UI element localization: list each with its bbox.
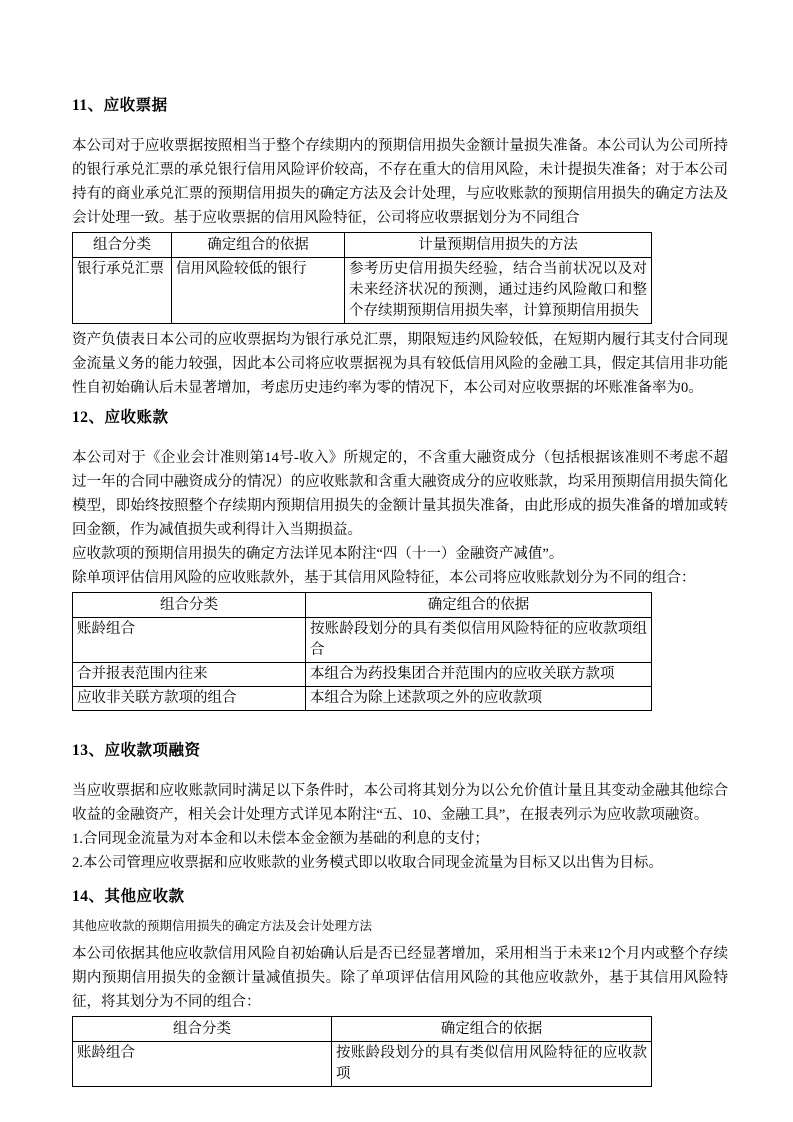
section-13-heading: 13、应收款项融资 [72,742,201,759]
section-14-heading: 14、其他应收款 [72,888,185,905]
table-cell: 信用风险较低的银行 [172,258,345,324]
table-header-cell: 组合分类 [73,233,172,258]
accounts-receivable-portfolio-table [72,592,652,711]
table-header-cell: 计量预期信用损失的方法 [345,233,652,258]
other-receivables-portfolio-table [72,1016,652,1087]
section-11-paragraph: 资产负债表日本公司的应收票据均为银行承兑汇票，期限短违约风险较低，在短期内履行其支付合同现金流量义务的能力较强，因此本公司将应收票据视为具有较低信用风险的金融工具，假定其信用非功能性自初始确认后未显著增加，考虑历史违约率为零的情况下，本公司对应收票据的坏账准备率为0。 [72,332,728,396]
table-cell: 合并报表范围内往来 [73,663,306,687]
table-cell: 银行承兑汇票 [73,258,172,324]
table-header-row [73,233,652,258]
table-cell: 按账龄段划分的具有类似信用风险特征的应收款项 [332,1042,652,1087]
table-header-row [73,1017,652,1042]
section-14-paragraph: 本公司依据其他应收款信用风险自初始确认后是否已经显著增加，采用相当于未来12个月内或整个存续期内预期信用损失的金额计量减值损失。除了单项评估信用风险的其他应收款外，基于其信用风险特征，将其划分为不同的组合： [72,946,728,1010]
table-row [73,258,652,324]
table-header-cell: 确定组合的依据 [172,233,345,258]
table-row [73,687,652,711]
table-header-cell: 组合分类 [73,593,306,618]
table-cell: 账龄组合 [73,618,306,663]
section-12-paragraph: 本公司对于《企业会计准则第14号-收入》所规定的，不含重大融资成分（包括根据该准则不考虑不超过一年的合同中融资成分的情况）的应收账款和含重大融资成分的应收账款，均采用预期信用损失简化模型，即始终按照整个存续期内预期信用损失的金额计量其损失准备，由此形成的损失准备的增加或转回金额，作为减值损失或利得计入当期损益。 [72,450,728,538]
section-14-subnote: 其他应收款的预期信用损失的确定方法及会计处理方法 [72,919,373,933]
section-13-paragraph: 当应收票据和应收账款同时满足以下条件时，本公司将其划分为以公允价值计量且其变动金融其他综合收益的金融资产，相关会计处理方式详见本附注“五、10、金融工具”，在报表列示为应收款项融资。 [72,783,728,823]
table-cell: 应收非关联方款项的组合 [73,687,306,711]
table-cell: 按账龄段划分的具有类似信用风险特征的应收款项组合 [306,618,652,663]
table-row [73,618,652,663]
page-content [72,97,728,1091]
table-cell: 参考历史信用损失经验，结合当前状况以及对未来经济状况的预测，通过违约风险敞口和整个存续期预期信用损失率，计算预期信用损失 [345,258,652,324]
notes-receivable-portfolio-table [72,232,652,324]
section-12-paragraph: 应收款项的预期信用损失的确定方法详见本附注“四（十一）金融资产减值”。 [72,546,564,562]
section-11-paragraph: 本公司对于应收票据按照相当于整个存续期内的预期信用损失金额计量损失准备。本公司认为公司所持的银行承兑汇票的承兑银行信用风险评价较高，不存在重大的信用风险，未计提损失准备；对于本公司持有的商业承兑汇票的预期信用损失的确定方法及会计处理，与应收账款的预期信用损失的确定方法及会计处理一致。基于应收票据的信用风险特征，公司将应收票据划分为不同组合 [72,138,728,226]
table-cell: 账龄组合 [73,1042,332,1087]
table-cell: 本组合为药投集团合并范围内的应收关联方款项 [306,663,652,687]
section-13-list-item: 1.合同现金流量为对本金和以未偿本金金额为基础的利息的支付； [72,831,489,847]
table-cell: 本组合为除上述款项之外的应收款项 [306,687,652,711]
table-header-cell: 确定组合的依据 [332,1017,652,1042]
table-header-cell: 组合分类 [73,1017,332,1042]
section-12-paragraph: 除单项评估信用风险的应收账款外，基于其信用风险特征，本公司将应收账款划分为不同的组合： [72,570,696,586]
table-row [73,663,652,687]
section-12-heading: 12、应收账款 [72,409,169,426]
table-header-row [73,593,652,618]
section-11-heading: 11、应收票据 [72,97,168,114]
section-13-list-item: 2.本公司管理应收票据和应收账款的业务模式即以收取合同现金流量为目标又以出售为目标。 [72,855,663,871]
table-header-cell: 确定组合的依据 [306,593,652,618]
table-row [73,1042,652,1087]
